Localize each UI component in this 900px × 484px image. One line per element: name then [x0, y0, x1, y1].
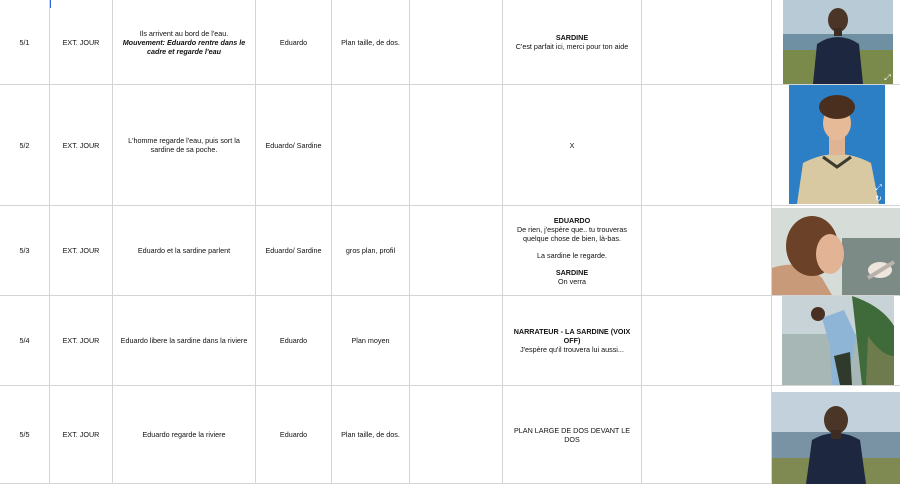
location-cell[interactable]: EXT. JOUR — [50, 85, 113, 206]
scene-number-cell[interactable]: 5/3 — [0, 206, 50, 296]
action-text: Ils arrivent au bord de l'eau. — [139, 28, 229, 38]
table-row — [0, 296, 900, 386]
empty-cell[interactable] — [410, 206, 503, 296]
table-row — [0, 85, 900, 206]
location-cell[interactable]: EXT. JOUR — [50, 206, 113, 296]
empty-cell[interactable] — [642, 386, 772, 484]
expand-icon[interactable]: ⤢ — [875, 183, 882, 192]
scene-number-cell[interactable]: 5/5 — [0, 386, 50, 484]
empty-cell[interactable] — [642, 296, 772, 386]
dialogue-cell[interactable] — [503, 206, 642, 296]
storyboard-image[interactable] — [782, 296, 894, 385]
stage-direction: La sardine le regarde. — [537, 250, 607, 260]
shot-cell[interactable] — [332, 85, 410, 206]
table-row — [0, 206, 900, 296]
dialogue-cell[interactable]: X — [503, 85, 642, 206]
dialogue-speaker: SARDINE — [555, 267, 589, 277]
empty-cell[interactable] — [410, 85, 503, 206]
storyboard-image[interactable] — [772, 208, 900, 295]
empty-cell[interactable] — [410, 0, 503, 85]
empty-cell[interactable] — [642, 85, 772, 206]
shot-cell[interactable]: Plan taille, de dos. — [332, 0, 410, 85]
refresh-icon[interactable]: ↻ — [875, 194, 882, 203]
action-cell[interactable]: Eduardo regarde la riviere — [113, 386, 256, 484]
image-cell[interactable] — [772, 386, 900, 484]
characters-cell[interactable]: Eduardo/ Sardine — [256, 206, 332, 296]
shot-cell[interactable]: Plan moyen — [332, 296, 410, 386]
characters-cell[interactable]: Eduardo — [256, 386, 332, 484]
storyboard-image[interactable] — [772, 392, 900, 484]
dialogue-text: C'est parfait ici, merci pour ton aide — [515, 42, 629, 51]
shot-cell[interactable]: gros plan, profil — [332, 206, 410, 296]
characters-cell[interactable]: Eduardo — [256, 0, 332, 85]
movement-note: Mouvement: Eduardo rentre dans le cadre et regarde l'eau — [122, 37, 246, 56]
image-cell[interactable] — [772, 0, 900, 85]
dialogue-cell[interactable] — [503, 0, 642, 85]
dialogue-speaker: EDUARDO — [553, 215, 591, 225]
image-cell[interactable] — [772, 85, 900, 206]
scene-number-cell[interactable]: 5/4 — [0, 296, 50, 386]
dialogue-speaker: SARDINE — [555, 33, 589, 42]
action-cell[interactable] — [113, 0, 256, 85]
location-cell[interactable]: EXT. JOUR — [50, 296, 113, 386]
action-cell[interactable]: Eduardo libere la sardine dans la riviere — [113, 296, 256, 386]
characters-cell[interactable]: Eduardo — [256, 296, 332, 386]
empty-cell[interactable] — [642, 206, 772, 296]
storyboard-image[interactable] — [789, 85, 885, 204]
action-cell[interactable]: Eduardo et la sardine parlent — [113, 206, 256, 296]
location-cell[interactable]: EXT. JOUR — [50, 386, 113, 484]
empty-cell[interactable] — [410, 386, 503, 484]
empty-cell[interactable] — [410, 296, 503, 386]
image-cell[interactable] — [772, 206, 900, 296]
dialogue-text: On verra — [558, 276, 586, 286]
dialogue-text: De rien, j'espère que.. tu trouveras quelque chose de bien, là-bas. — [516, 224, 628, 243]
empty-cell[interactable] — [642, 0, 772, 85]
scene-number-cell[interactable]: 5/2 — [0, 85, 50, 206]
action-cell[interactable]: L'homme regarde l'eau, puis sort la sardine de sa poche. — [113, 85, 256, 206]
storyboard-image[interactable] — [783, 0, 893, 84]
scene-number-cell[interactable]: 5/1 — [0, 0, 50, 85]
table-row — [0, 0, 900, 85]
dialogue-text: J'espère qu'il trouvera lui aussi... — [520, 345, 624, 354]
image-cell[interactable] — [772, 296, 900, 386]
location-cell[interactable]: EXT. JOUR — [50, 0, 113, 85]
table-row — [0, 386, 900, 484]
dialogue-cell[interactable] — [503, 296, 642, 386]
dialogue-cell[interactable]: PLAN LARGE DE DOS DEVANT LE DOS — [503, 386, 642, 484]
characters-cell[interactable]: Eduardo/ Sardine — [256, 85, 332, 206]
shot-cell[interactable]: Plan taille, de dos. — [332, 386, 410, 484]
dialogue-speaker: NARRATEUR - LA SARDINE (VOIX OFF) — [513, 327, 631, 345]
expand-icon[interactable]: ⤢ — [884, 73, 891, 82]
